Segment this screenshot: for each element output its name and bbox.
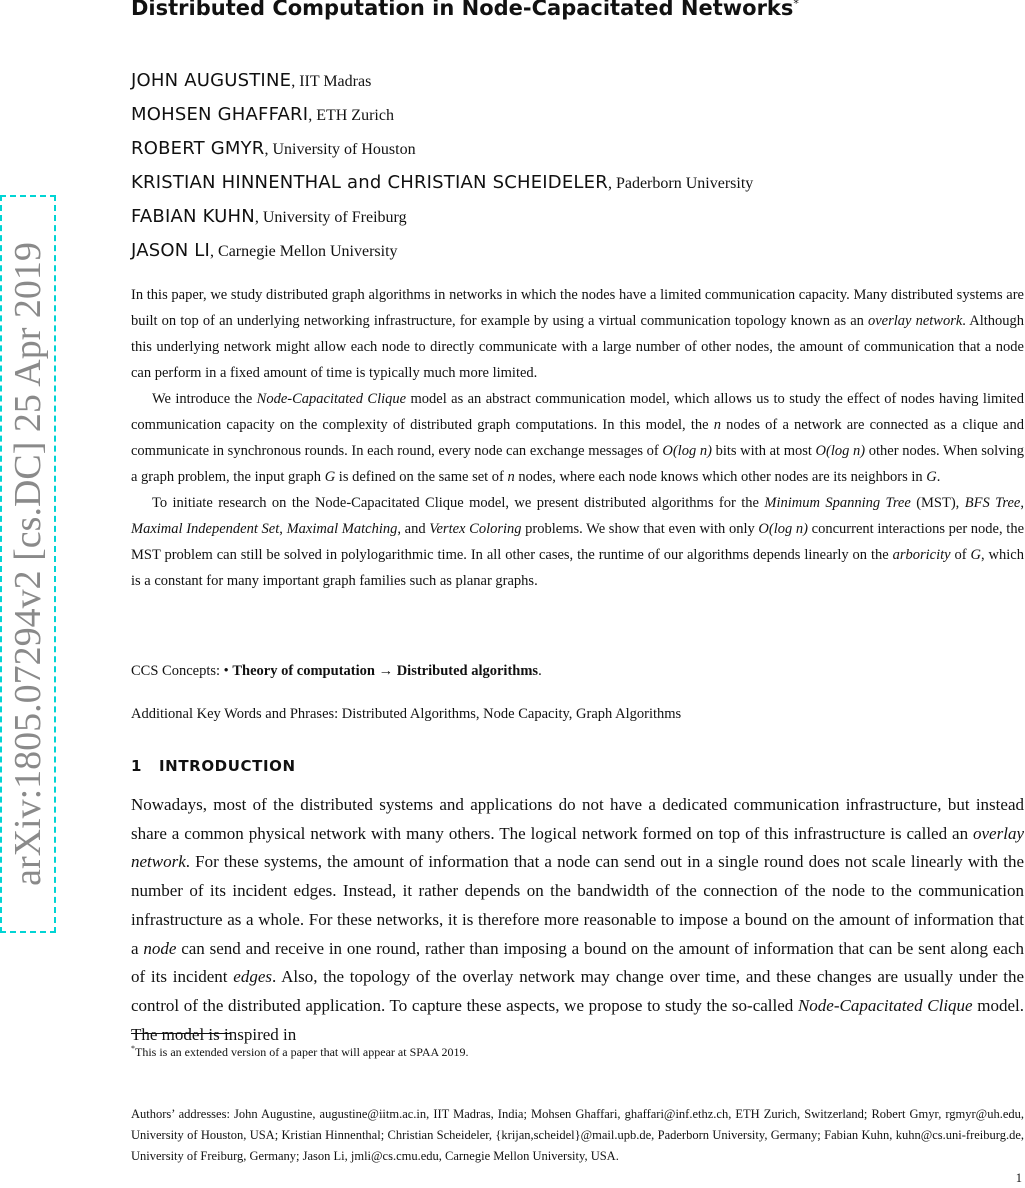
abstract-text: other nodes. When solving a graph problem, the input graph <box>131 443 1024 485</box>
abstract-emphasis: arboricity <box>892 547 951 563</box>
author-entry: JASON LI, Carnegie Mellon University <box>131 240 398 261</box>
abstract-paragraph <box>131 282 1024 386</box>
author-affiliation: IIT Madras <box>299 73 372 90</box>
body-text: can send and receive in one round, rather than imposing a bound on the amount of information that can be sent along each of its incident <box>131 938 1024 987</box>
abstract-text: nodes of a network are connected as a clique and communicate in synchronous rounds. In each round, every node can exchange messages of <box>131 417 1024 459</box>
author-affiliation: University of Freiburg <box>262 209 407 226</box>
math-g: G <box>324 469 336 485</box>
title-footnote-mark: * <box>793 0 799 10</box>
math-g: G <box>970 547 982 563</box>
abstract-text: , <box>1020 495 1024 511</box>
abstract-text: We introduce the <box>152 391 257 407</box>
author-name: ROBERT GMYR <box>131 138 265 159</box>
ccs-concepts <box>131 658 1024 684</box>
author-entry: FABIAN KUHN, University of Freiburg <box>131 206 407 227</box>
author-affiliation: Carnegie Mellon University <box>218 243 398 260</box>
author-entry: ROBERT GMYR, University of Houston <box>131 138 416 159</box>
author-name: JOHN AUGUSTINE <box>131 70 292 91</box>
section-number: 1 <box>131 757 143 775</box>
abstract-text: bits with at most <box>711 443 816 459</box>
paper-title <box>131 0 1024 20</box>
abstract-text: of <box>950 547 971 563</box>
arxiv-stamp <box>0 195 56 933</box>
page-number: 1 <box>1015 1171 1022 1185</box>
abstract-text: , which is a constant for many important graph families such as planar graphs. <box>131 547 1024 589</box>
abstract-text: problems. We show that even with only <box>521 521 759 537</box>
body-emphasis: Node-Capacitated Clique <box>797 995 973 1015</box>
abstract-text: , and <box>397 521 430 537</box>
abstract-text: , <box>279 521 287 537</box>
author-entry: MOHSEN GHAFFARI, ETH Zurich <box>131 104 394 125</box>
abstract-text: is defined on the same set of <box>335 469 508 485</box>
body-text: Nowadays, most of the distributed systems and applications do not have a dedicated communication infrastructure, but instead share a common physical network with many others. The logical network formed on top of this infrastructure is called an <box>131 795 1024 843</box>
abstract-text: . Although this underlying network might allow each node to directly communicate with a large number of other nodes, the amount of communication that a node can perform in a fixed amount of time is typically much more limited. <box>131 313 1024 381</box>
abstract-emphasis: Node-Capacitated Clique <box>256 391 407 407</box>
abstract-text: concurrent interactions per node, the MST problem can still be solved in polylogarithmic time. In all other cases, the runtime of our algorithms depends linearly on the <box>131 521 1025 563</box>
math-n: n <box>507 469 515 485</box>
abstract <box>131 282 1024 594</box>
abstract-paragraph <box>131 490 1024 594</box>
abstract-text: nodes, where each node knows which other nodes are its neighbors in <box>514 469 927 485</box>
math-g: G <box>926 469 937 485</box>
arxiv-identifier: arXiv:1805.07294v2 [cs.DC] 25 Apr 2019 <box>7 242 49 886</box>
body-emphasis: overlay network <box>131 823 1024 872</box>
math-n: n <box>713 417 721 433</box>
abstract-emphasis: Maximal Independent Set <box>131 521 280 537</box>
math-big-o: O(log n) <box>662 443 712 459</box>
author-addresses: Authors’ addresses: John Augustine, augustine@iitm.ac.in, IIT Madras, India; Mohsen Ghaffari, ghaffari@inf.ethz.ch, ETH Zurich, Switzerland; Robert Gmyr, rgmyr@uh.edu, University of Houston, USA; Kristian Hinnenthal; Christian Scheideler, {krijan,scheidel}@mail.upb.de, Paderborn University, Germany; Fabian Kuhn, kuhn@cs.uni-freiburg.de, University of Freiburg, Germany; Jason Li, jmli@cs.cmu.edu, Carnegie Mellon University, USA. <box>131 1107 1024 1163</box>
author-entry: JOHN AUGUSTINE, IIT Madras <box>131 70 372 91</box>
footnote-mark: * <box>131 1044 135 1053</box>
ccs-concept: Theory of computation → Distributed algorithms <box>232 663 539 679</box>
ccs-label: CCS Concepts: • <box>131 663 233 679</box>
intro-paragraph <box>131 791 1024 1049</box>
abstract-emphasis: Minimum Spanning Tree <box>764 495 911 511</box>
abstract-emphasis: overlay network <box>868 313 963 329</box>
abstract-text: . <box>936 469 941 485</box>
author-name: KRISTIAN HINNENTHAL and CHRISTIAN SCHEIDELER <box>131 172 608 193</box>
abstract-paragraph <box>131 386 1024 490</box>
author-entry: KRISTIAN HINNENTHAL and CHRISTIAN SCHEIDELER, Paderborn University <box>131 172 754 193</box>
math-big-o: O(log n) <box>815 443 866 459</box>
body-text: model. The model is inspired in <box>131 995 1024 1044</box>
math-big-o: O(log n) <box>758 521 808 537</box>
footnote <box>131 1040 1024 1061</box>
abstract-emphasis: BFS Tree <box>964 495 1021 511</box>
abstract-text: (MST), <box>910 495 965 511</box>
ccs-end: . <box>538 663 542 679</box>
abstract-emphasis: Maximal Matching <box>286 521 398 537</box>
author-name: FABIAN KUHN <box>131 206 255 227</box>
body-emphasis: node <box>143 938 177 958</box>
author-affiliation: Paderborn University <box>615 175 754 192</box>
author-affiliation: University of Houston <box>272 141 416 158</box>
author-name: JASON LI <box>131 240 211 261</box>
abstract-text: model as an abstract communication model, which allows us to study the effect of nodes having limited communication capacity on the complexity of distributed graph computations. In this model, the <box>131 391 1024 433</box>
body-emphasis: edges <box>233 967 273 987</box>
body-text: . Also, the topology of the overlay network may change over time, and these changes are usually under the control of the distributed application. To capture these aspects, we propose to study the so-called <box>131 967 1024 1015</box>
abstract-emphasis: Vertex Coloring <box>429 521 522 537</box>
keywords: Additional Key Words and Phrases: Distributed Algorithms, Node Capacity, Graph Algorithms <box>131 706 682 722</box>
author-affiliation: ETH Zurich <box>316 107 394 124</box>
abstract-text: In this paper, we study distributed graph algorithms in networks in which the nodes have a limited communication capacity. Many distributed systems are built on top of an underlying networking infrastructure, for example by using a virtual communication topology known as an <box>131 287 1024 329</box>
title-text: Distributed Computation in Node-Capacitated Networks <box>131 0 794 20</box>
footnote-divider <box>131 1033 231 1034</box>
body-text: . For these systems, the amount of information that a node can send out in a single round does not scale linearly with the number of its incident edges. Instead, it rather depends on the bandwidth of the connection of the node to the communication infrastructure as a whole. For these networks, it is therefore more reasonable to impose a bound on the amount of information that a <box>131 852 1024 958</box>
section-heading <box>131 757 1024 775</box>
footnote-text: This is an extended version of a paper that will appear at SPAA 2019. <box>135 1045 469 1059</box>
author-list <box>131 68 1024 272</box>
author-name: MOHSEN GHAFFARI <box>131 104 309 125</box>
section-title: INTRODUCTION <box>159 757 296 775</box>
abstract-text: To initiate research on the Node-Capacitated Clique model, we present distributed algorithms for the <box>152 495 765 511</box>
